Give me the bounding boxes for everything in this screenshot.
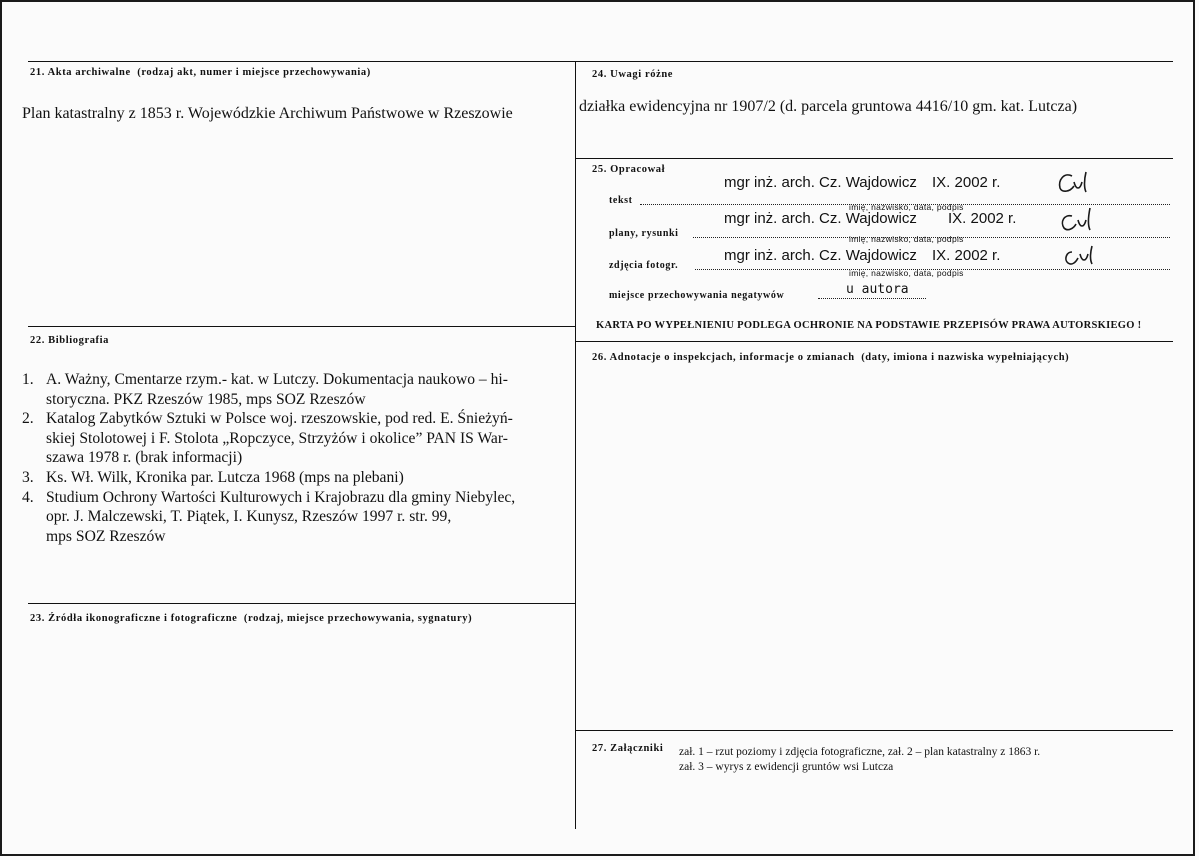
section-21-subtitle: (rodzaj akt, numer i miejsce przechowywania) [137, 67, 371, 78]
bibliography-line: Katalog Zabytków Sztuki w Polsce woj. rzeszowskie, pod red. E. Śnieżyń- [46, 410, 513, 428]
bibliography-line: Ks. Wł. Wilk, Kronika par. Lutcza 1968 (mps na plebani) [46, 468, 404, 486]
bibliography-item [22, 409, 570, 468]
attachment-line: zał. 3 – wyrys z ewidencji gruntów wsi Lutcza [679, 761, 894, 773]
bibliography-item [22, 370, 570, 409]
author-name-plans: mgr inż. arch. Cz. Wajdowicz [724, 210, 917, 227]
section-24-label: 24. Uwagi różne [592, 69, 674, 80]
negatives-value: u autora [846, 282, 909, 297]
field-hint: imię, nazwisko, data, podpis [849, 234, 964, 244]
section-24-content: działka ewidencyjna nr 1907/2 (d. parcela gruntowa 4416/10 gm. kat. Lutcza) [579, 98, 1078, 115]
bibliography-line: opr. J. Malczewski, T. Piątek, I. Kunysz, Rzeszów 1997 r. str. 99, [46, 508, 452, 526]
field-hint: imię, nazwisko, data, podpis [849, 268, 964, 278]
row-label-zdjecia: zdjęcia fotogr. [609, 260, 679, 271]
author-name-text: mgr inż. arch. Cz. Wajdowicz [724, 174, 917, 191]
row-label-plany: plany, rysunki [609, 228, 679, 239]
rule-24-25 [576, 158, 1173, 159]
dotted-line [818, 298, 926, 299]
top-rule [28, 61, 1173, 62]
bibliography-line: A. Ważny, Cmentarze rzym.- kat. w Lutczy. Dokumentacja naukowo – hi- [46, 371, 508, 388]
field-hint: imię, nazwisko, data, podpis [849, 202, 964, 212]
copyright-notice: KARTA PO WYPEŁNIENIU PODLEGA OCHRONIE NA PODSTAWIE PRZEPISÓW PRAWA AUTORSKIEGO ! [596, 320, 1142, 331]
section-26-label [592, 352, 1069, 363]
section-21-content: Plan katastralny z 1853 r. Wojewódzkie Archiwum Państwowe w Rzeszowie [22, 105, 513, 122]
bibliography-line: Studium Ochrony Wartości Kulturowych i Krajobrazu dla gminy Niebylec, [46, 488, 516, 506]
bibliography-line: mps SOZ Rzeszów [46, 527, 166, 545]
rule-25-26 [576, 341, 1173, 342]
section-21-title: 21. Akta archiwalne [30, 67, 131, 78]
attachment-line: zał. 1 – rzut poziomy i zdjęcia fotograficzne, zał. 2 – plan katastralny z 1863 r. [679, 746, 1041, 758]
author-name-photos: mgr inż. arch. Cz. Wajdowicz [724, 247, 917, 264]
section-22-label: 22. Bibliografia [30, 335, 110, 346]
author-date-text: IX. 2002 r. [932, 174, 1001, 191]
section-21-label [30, 67, 371, 78]
bibliography-item-number: 1. [22, 371, 34, 388]
section-23-label [30, 613, 472, 624]
section-26-title: 26. Adnotacje o inspekcjach, informacje o zmianach [592, 352, 855, 363]
negatives-label: miejsce przechowywania negatywów [609, 290, 785, 301]
signature-icon [1056, 204, 1104, 234]
bibliography-item [22, 488, 570, 547]
rule-26-27 [576, 730, 1173, 731]
rule-21-22 [28, 326, 576, 327]
section-27-label: 27. Załączniki [592, 743, 664, 754]
bibliography-item-text [46, 468, 570, 488]
section-23-subtitle: (rodzaj, miejsce przechowywania, sygnatury) [243, 613, 473, 624]
bibliography-line: szawa 1978 r. (brak informacji) [46, 449, 243, 467]
row-label-tekst: tekst [609, 195, 633, 206]
attachments-list [679, 745, 1040, 775]
section-25-label: 25. Opracował [592, 164, 666, 175]
author-date-plans: IX. 2002 r. [948, 210, 1017, 227]
bibliography-item-number: 3. [22, 468, 34, 486]
bibliography-item-text [46, 409, 570, 468]
bibliography-item-text [46, 370, 570, 409]
bibliography-line: skiej Stolotowej i F. Stolota „Ropczyce, Strzyżów i okolice” PAN IS War- [46, 429, 508, 447]
bibliography-item-text [46, 488, 570, 547]
author-date-photos: IX. 2002 r. [932, 247, 1001, 264]
rule-22-23 [28, 603, 576, 604]
section-26-subtitle: (daty, imiona i nazwiska wypełniających) [861, 352, 1070, 363]
bibliography-line: storyczna. PKZ Rzeszów 1985, mps SOZ Rzeszów [46, 390, 366, 408]
section-23-title: 23. Źródła ikonograficzne i fotograficzne [30, 613, 238, 624]
bibliography-item-number: 2. [22, 410, 34, 428]
bibliography-item-number: 4. [22, 488, 34, 506]
bibliography-item [22, 468, 570, 488]
signature-icon [1054, 168, 1102, 196]
column-divider [575, 61, 576, 829]
signature-icon [1060, 244, 1104, 268]
bibliography-list [22, 370, 570, 546]
